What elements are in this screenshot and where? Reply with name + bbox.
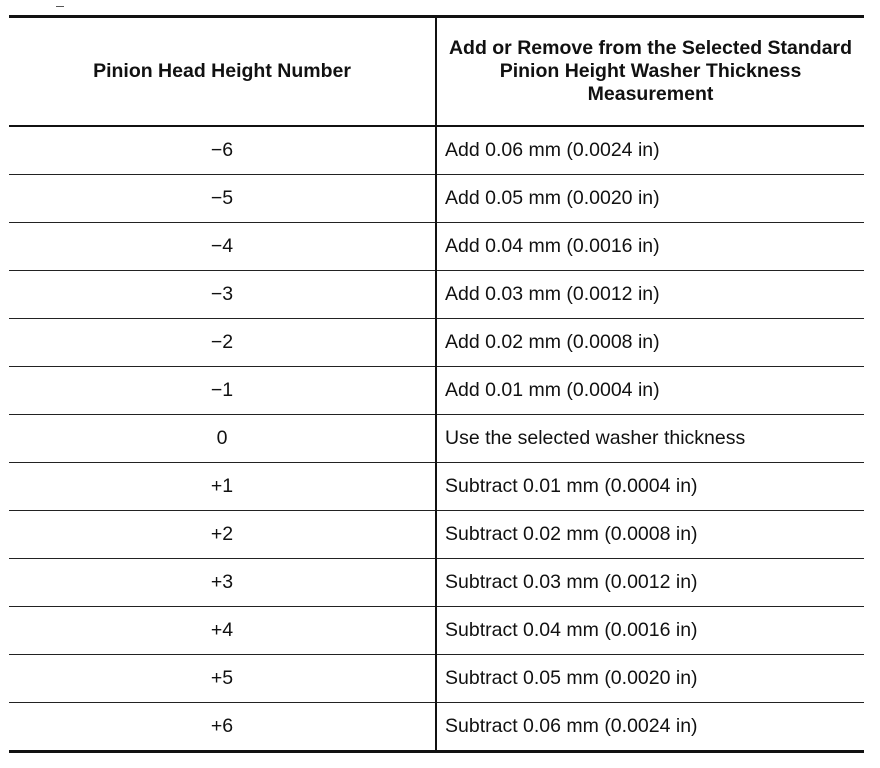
pinion-number-cell: +2 (9, 511, 436, 559)
pinion-washer-adjustment-table (9, 15, 864, 753)
pinion-number-cell: +5 (9, 655, 436, 703)
header-row (9, 17, 864, 127)
pinion-number-cell: +4 (9, 607, 436, 655)
adjustment-cell: Subtract 0.05 mm (0.0020 in) (436, 655, 864, 703)
table-row (9, 607, 864, 655)
pinion-number-cell: −5 (9, 175, 436, 223)
table-row (9, 511, 864, 559)
table-row (9, 415, 864, 463)
table-row (9, 655, 864, 703)
pinion-number-cell: +6 (210, 715, 234, 737)
adjustment-cell: Add 0.02 mm (0.0008 in) (436, 319, 864, 367)
table-row (9, 559, 864, 607)
adjustment-cell: Subtract 0.04 mm (0.0016 in) (436, 607, 864, 655)
adjustment-cell: Use the selected washer thickness (436, 415, 864, 463)
adjustment-cell: Add 0.06 mm (0.0024 in) (436, 126, 864, 175)
adjustment-cell: Add 0.04 mm (0.0016 in) (436, 223, 864, 271)
pinion-number-cell: −1 (9, 367, 436, 415)
pinion-number-cell: −4 (9, 223, 436, 271)
table-row (9, 367, 864, 415)
table-row (9, 703, 864, 752)
table-row (9, 271, 864, 319)
header-washer-adjustment: Add or Remove from the Selected Standard Pinion Height Washer Thickness Measurement (436, 17, 864, 127)
adjustment-cell: Subtract 0.01 mm (0.0004 in) (436, 463, 864, 511)
table-row (9, 175, 864, 223)
adjustment-cell: Add 0.01 mm (0.0004 in) (436, 367, 864, 415)
table-row (9, 223, 864, 271)
table-row (9, 463, 864, 511)
pinion-number-cell: −2 (9, 319, 436, 367)
pinion-number-cell: 0 (9, 415, 436, 463)
table-row (9, 126, 864, 175)
adjustment-cell: Subtract 0.06 mm (0.0024 in) (436, 703, 864, 752)
pinion-number-cell: −3 (9, 271, 436, 319)
adjustment-cell: Add 0.05 mm (0.0020 in) (436, 175, 864, 223)
page-mark (56, 6, 64, 7)
pinion-number-cell: +1 (9, 463, 436, 511)
table-row (9, 319, 864, 367)
adjustment-cell: Add 0.03 mm (0.0012 in) (436, 271, 864, 319)
pinion-number-cell: −6 (9, 126, 436, 175)
pinion-number-cell: +3 (9, 559, 436, 607)
adjustment-cell: Subtract 0.02 mm (0.0008 in) (436, 511, 864, 559)
adjustment-cell: Subtract 0.03 mm (0.0012 in) (436, 559, 864, 607)
header-pinion-head-height-number: Pinion Head Height Number (9, 17, 436, 127)
